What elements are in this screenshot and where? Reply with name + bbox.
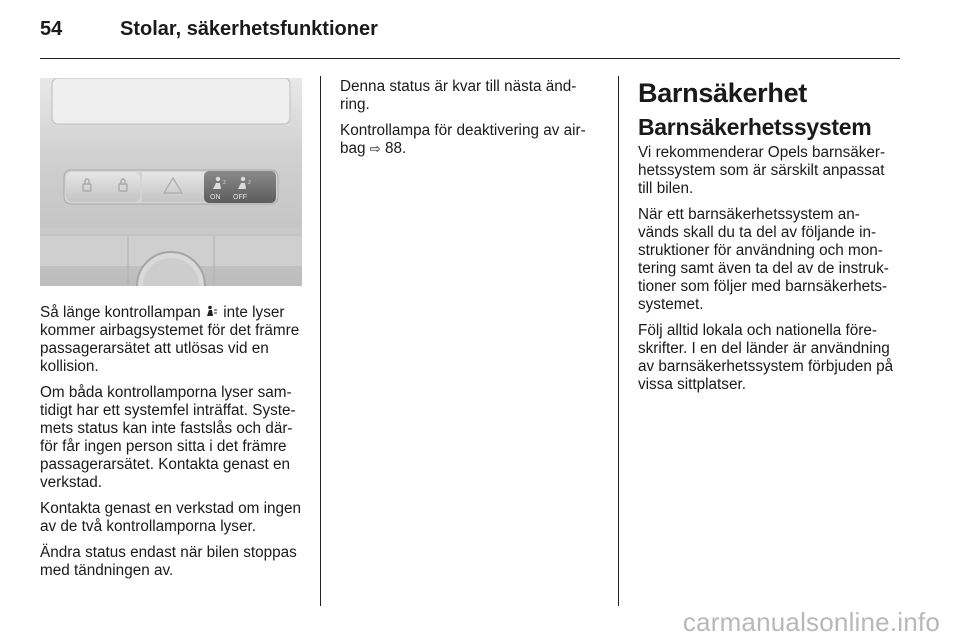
off-label: OFF xyxy=(233,194,247,201)
svg-text:2: 2 xyxy=(223,180,226,186)
header-rule xyxy=(40,58,900,59)
paragraph: Kontakta genast en verkstad om ingen av de två kontrollamporna lyser. xyxy=(40,500,302,535)
airbag-indicator-photo xyxy=(40,78,302,286)
page-number: 54 xyxy=(40,18,63,40)
column-divider-1 xyxy=(320,76,321,606)
section-heading: Barnsäkerhet xyxy=(638,78,807,108)
svg-text:2: 2 xyxy=(248,180,251,186)
watermark: carmanualsonline.info xyxy=(682,607,940,637)
column-1 xyxy=(40,304,304,588)
column-2 xyxy=(340,78,602,166)
on-label: ON xyxy=(210,194,221,201)
airbag-off-icon xyxy=(205,305,219,319)
paragraph: Så länge kontrollampan inte lyser kommer airbagsystemet för det främre passagerarsätet att utlösas vid en kollision. xyxy=(40,304,300,375)
paragraph: När ett barnsäkerhetssystem an-vänds skall du ta del av följande in-struktioner för användning och mon-tering samt även ta del av de instruk-tioner som följer med barnsäkerhets-systemet. xyxy=(638,206,889,313)
column-divider-2 xyxy=(618,76,619,606)
paragraph: Ändra status endast när bilen stoppas med tändningen av. xyxy=(40,544,297,579)
subsection-heading: Barnsäkerhetssystem xyxy=(638,114,872,140)
paragraph: Vi rekommenderar Opels barnsäker-hetssystem som är särskilt anpassat till bilen. xyxy=(638,144,886,197)
page-ref-arrow-icon: ⇨ xyxy=(369,141,381,156)
column-3 xyxy=(638,78,900,402)
paragraph: Denna status är kvar till nästa änd-ring. xyxy=(340,78,577,113)
page-title: Stolar, säkerhetsfunktioner xyxy=(120,18,378,40)
paragraph: Följ alltid lokala och nationella före-skrifter. I en del länder är användning av barnsäkerhetssystem förbjuden på vissa sittplatser. xyxy=(638,322,894,393)
paragraph: Om båda kontrollamporna lyser sam-tidigt har ett systemfel inträffat. Syste-mets status kan inte fastslås och där-för får ingen person sitta i det främre passagerarsätet. Kontakta genast en verkstad. xyxy=(40,384,296,491)
page-reference-link[interactable]: 88. xyxy=(384,140,407,157)
paragraph: Kontrollampa för deaktivering av air-bag ⇨ 88. xyxy=(340,122,586,157)
